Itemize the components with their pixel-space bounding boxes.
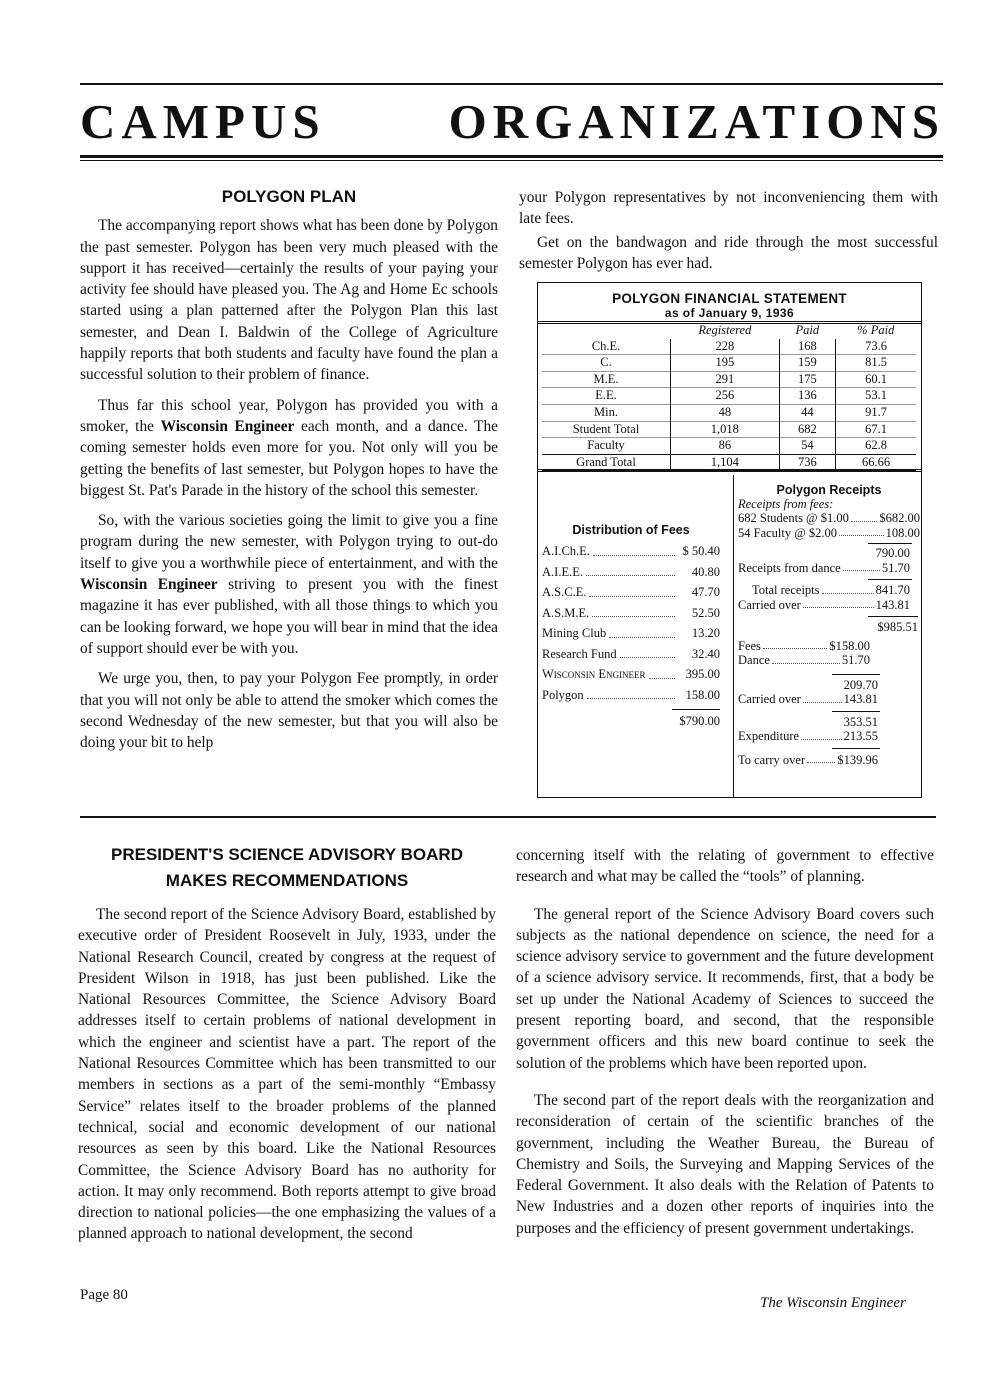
receipt-amount: 51.70 xyxy=(881,560,910,575)
sum-rule xyxy=(868,579,912,580)
leader-dots xyxy=(609,623,675,638)
row-reg: 48 xyxy=(671,404,780,421)
receipt-amount: $158.00 xyxy=(829,638,870,653)
faculty-row xyxy=(542,438,916,455)
list-item xyxy=(542,664,720,685)
sum-rule xyxy=(868,543,912,544)
receipt-label: Expenditure xyxy=(738,729,800,743)
row-pct: 66.66 xyxy=(836,454,916,471)
row-name: C. xyxy=(542,355,671,372)
fee-label: Wisconsin Engineer xyxy=(542,667,646,681)
fee-amount: 13.20 xyxy=(691,626,720,640)
science-p1-continued: concerning itself with the relating of government to effective research and what may be called the “tools” of planning. xyxy=(516,847,934,886)
science-heading-line2: MAKES RECOMMENDATIONS xyxy=(165,871,409,890)
polygon-heading: POLYGON PLAN xyxy=(221,187,357,206)
receipts-sum: $985.51 xyxy=(877,620,918,634)
receipt-amount: 108.00 xyxy=(885,525,920,540)
row-pct: 53.1 xyxy=(836,388,916,405)
receipt-amount: 51.70 xyxy=(841,653,870,667)
row-paid: 682 xyxy=(779,421,835,438)
polygon-p2-text-a: Thus far this school year, Polygon has provided you with a smoker, the xyxy=(80,396,498,435)
statement-table xyxy=(542,323,916,471)
list-item xyxy=(542,562,720,583)
science-p3: The second part of the report deals with the reorganization and reconsideration of certain of the scientific branches of the government, including the Weather Bureau, the Bureau of Chemistry and Soils, the Surveying and Mapping Services of the Federal Government. It also deals with the Relation of Patents to New Industries and a dozen other reports of inquiries into the purposes and the efficiency of present government undertakings. xyxy=(516,1091,934,1237)
fee-label: Polygon xyxy=(542,687,584,702)
fee-amount: 40.80 xyxy=(691,564,720,579)
leader-dots xyxy=(620,644,675,659)
receipt-label: Dance xyxy=(738,653,770,667)
student-total-row xyxy=(542,421,916,438)
receipts-subheading: Receipts from fees: xyxy=(738,497,834,511)
polygon-p3 xyxy=(80,510,498,659)
leader-dots xyxy=(803,598,874,609)
row-reg: 1,018 xyxy=(671,421,780,438)
leader-dots xyxy=(592,603,675,618)
section-divider xyxy=(80,816,936,818)
fee-amount: 52.50 xyxy=(691,605,720,620)
financial-statement xyxy=(537,282,922,798)
distribution-of-fees xyxy=(542,523,720,732)
leader-dots xyxy=(801,729,842,740)
banner-rule-2 xyxy=(80,160,943,161)
receipt-amount: 841.70 xyxy=(875,583,910,597)
fee-amount: 32.40 xyxy=(691,646,720,661)
receipt-label: To carry over xyxy=(738,752,806,767)
fee-amount: 47.70 xyxy=(691,585,720,599)
leader-dots xyxy=(649,664,675,679)
table-row xyxy=(542,388,916,405)
receipt-label: 682 Students @ $1.00 xyxy=(738,511,849,525)
list-item xyxy=(738,729,920,744)
leader-dots xyxy=(587,685,675,700)
receipts-heading: Polygon Receipts xyxy=(776,483,882,497)
polygon-p2-text-c: each month, and a dance. The coming semester holds even more for you. Not only will you be getting the benefits of last semester, but Polygon hopes to have the biggest St. Pat's Parade in the history of the school this semester. xyxy=(80,417,498,499)
leader-dots xyxy=(586,562,675,577)
leader-dots xyxy=(807,753,835,764)
table-row xyxy=(542,339,916,355)
fee-label: A.I.Ch.E. xyxy=(542,544,590,558)
row-name: Ch.E. xyxy=(591,338,621,353)
leader-dots xyxy=(851,511,878,522)
science-heading-line1: PRESIDENT'S SCIENCE ADVISORY BOARD xyxy=(111,845,463,864)
row-paid: 168 xyxy=(779,339,835,355)
fee-label: Research Fund xyxy=(542,646,617,661)
polygon-p4-continued: your Polygon representatives by not inconveniencing them with late fees. xyxy=(519,189,938,228)
row-pct: 67.1 xyxy=(836,421,916,438)
row-reg: 86 xyxy=(671,438,780,455)
sum-rule xyxy=(832,674,880,675)
receipt-label: Fees xyxy=(738,638,761,653)
header-pct: % Paid xyxy=(857,323,895,337)
receipt-label: Carried over xyxy=(738,692,801,706)
fee-label: A.S.C.E. xyxy=(542,585,587,599)
row-reg: 195 xyxy=(671,355,780,372)
polygon-p1: The accompanying report shows what has been done by Polygon the past semester. Polygon has been very much pleased with the support it has received—certainly the results of your paying your activity fee should have pleased you. The Ag and Home Ec schools started using a plan patterned after the Polygon Plan this last semester, and Dean I. Baldwin of the College of Agriculture happily reports that both students and faculty have found the plan a successful solution to their problem of finance. xyxy=(80,217,498,384)
table-row xyxy=(542,404,916,421)
sum-rule xyxy=(832,711,880,712)
banner-rule-1 xyxy=(80,155,943,158)
row-reg: 1,104 xyxy=(671,454,780,471)
list-item xyxy=(738,598,920,613)
header-registered: Registered xyxy=(698,323,752,337)
list-item xyxy=(738,692,920,707)
polygon-p4: We urge you, then, to pay your Polygon Fee promptly, in order that you will not only be able to attend the smoker which comes the second Wednesday of the new semester, but that you will also be doing your bit to help xyxy=(80,670,498,752)
magazine-title: The Wisconsin Engineer xyxy=(760,1295,906,1311)
list-item xyxy=(738,511,920,526)
receipt-label: Carried over xyxy=(738,597,801,612)
polygon-p3-text-c: striving to present you with the finest magazine it has ever published, with all those things to which you can be looking forward, we hope you will bear in mind that the idea of support should ever be with you. xyxy=(80,576,498,657)
row-paid: 159 xyxy=(779,355,835,372)
row-paid: 136 xyxy=(779,388,835,405)
statement-mid-rule xyxy=(538,469,921,472)
row-paid: 54 xyxy=(779,438,835,455)
receipt-amount: 143.81 xyxy=(843,692,878,706)
subtotal-sum: 353.51 xyxy=(843,714,878,729)
top-rule xyxy=(80,83,943,85)
receipt-amount: 143.81 xyxy=(875,597,910,612)
polygon-p2 xyxy=(80,395,498,501)
row-pct: 62.8 xyxy=(836,438,916,455)
table-row xyxy=(542,355,916,372)
header-paid: Paid xyxy=(795,323,820,337)
list-item xyxy=(542,603,720,624)
list-item xyxy=(738,561,920,576)
receipt-amount: $682.00 xyxy=(879,511,920,525)
statement-subtitle: as of January 9, 1936 xyxy=(664,306,795,320)
header-blank xyxy=(542,323,671,339)
table-row xyxy=(542,371,916,388)
polygon-column-right xyxy=(519,187,938,283)
row-pct: 60.1 xyxy=(836,371,916,388)
distribution-total: $790.00 xyxy=(679,714,720,728)
leader-dots xyxy=(839,526,884,537)
row-pct: 81.5 xyxy=(836,355,916,372)
list-item xyxy=(738,583,920,598)
receipt-label: 54 Faculty @ $2.00 xyxy=(738,525,838,540)
fee-label: Mining Club xyxy=(542,626,607,640)
row-name: Student Total xyxy=(542,421,671,438)
list-item xyxy=(738,639,920,654)
leader-dots xyxy=(593,541,675,556)
sum-rule xyxy=(868,616,918,617)
polygon-receipts xyxy=(733,475,920,797)
fee-amount: $ 50.40 xyxy=(682,544,720,558)
list-item xyxy=(542,623,720,644)
expenses-sum: 209.70 xyxy=(843,677,878,692)
page-number: Page 80 xyxy=(80,1287,128,1303)
leader-dots xyxy=(763,639,827,650)
row-name: M.E. xyxy=(542,371,671,388)
fee-amount: 395.00 xyxy=(685,667,720,681)
polygon-p5: Get on the bandwagon and ride through the most successful semester Polygon has ever had. xyxy=(519,233,938,272)
distribution-heading: Distribution of Fees xyxy=(572,523,690,537)
row-name: E.E. xyxy=(542,388,671,405)
polygon-p2-magazine: Wisconsin Engineer xyxy=(160,417,295,435)
row-reg: 228 xyxy=(671,339,780,355)
leader-dots xyxy=(772,653,840,664)
list-item xyxy=(542,582,720,603)
statement-header-row xyxy=(542,323,916,339)
polygon-p3-text-a: So, with the various societies going the limit to give you a fine program during the new semester, with Polygon trying to out-do itself to give you a worthwhile piece of entertainment, and with the xyxy=(80,512,498,572)
leader-dots xyxy=(822,583,874,594)
row-paid: 44 xyxy=(779,404,835,421)
list-item xyxy=(738,753,920,768)
polygon-column-left xyxy=(80,186,498,753)
receipt-label: Total receipts xyxy=(752,583,820,597)
row-pct: 73.6 xyxy=(836,339,916,355)
receipt-amount: $139.96 xyxy=(837,752,878,767)
leader-dots xyxy=(843,561,880,572)
fee-label: A.I.E.E. xyxy=(542,564,583,579)
fees-sum: 790.00 xyxy=(875,546,910,560)
row-name: Grand Total xyxy=(542,454,671,471)
science-p2: The general report of the Science Advisory Board covers such subjects as the national dependence on science, the need for a science advisory service to government and the future development of a science advisory service. It recommends, first, that a body be set up under the National Academy of Sciences to succeed the present reporting board, and second, that the responsible government officers and this new board continue to seek the solution of the problems which have been reported upon. xyxy=(516,905,934,1072)
list-item xyxy=(542,644,720,665)
leader-dots xyxy=(589,582,675,597)
row-name: Min. xyxy=(542,404,671,421)
polygon-p3-magazine: Wisconsin Engineer xyxy=(80,576,218,594)
row-pct: 91.7 xyxy=(836,404,916,421)
science-p1: The second report of the Science Advisory Board, established by executive order of President Roosevelt in July, 1933, under the National Research Council, created by congress at the request of President Wilson in 1918, has just been published. Like the National Resources Committee, the Science Advisory Board addresses itself to certain problems of national development in which the engineer and scientist have a part. The report of the National Resources Committee which has been transmitted to our members in sections as a part of the semi-monthly “Embassy Service” relates itself to the broader problems of the planned technical, social and economic development of our national resources as seen by this board. Like the National Resources Committee, the Science Advisory Board has no authority for action. It may only recommend. Both reports attempt to give broad direction to national policies—the one emphasizing the values of a planned approach to national development, the second xyxy=(78,906,496,1243)
receipt-label: Receipts from dance xyxy=(738,560,841,575)
leader-dots xyxy=(803,692,842,703)
science-column-right xyxy=(516,845,934,1248)
science-column-left xyxy=(78,842,496,1245)
row-paid: 175 xyxy=(779,371,835,388)
statement-title: POLYGON FINANCIAL STATEMENT xyxy=(612,291,847,306)
row-reg: 291 xyxy=(671,371,780,388)
row-paid: 736 xyxy=(779,454,835,471)
fee-label: A.S.M.E. xyxy=(542,605,590,620)
row-name: Faculty xyxy=(542,438,671,455)
row-reg: 256 xyxy=(671,388,780,405)
section-banner: CAMPUS ORGANIZATIONS xyxy=(80,94,945,149)
receipt-amount: 213.55 xyxy=(843,729,878,743)
list-item xyxy=(542,541,720,562)
list-item xyxy=(542,685,720,706)
list-item xyxy=(738,526,920,541)
sum-rule xyxy=(832,748,880,749)
list-item xyxy=(738,653,920,668)
fee-amount: 158.00 xyxy=(685,687,720,702)
